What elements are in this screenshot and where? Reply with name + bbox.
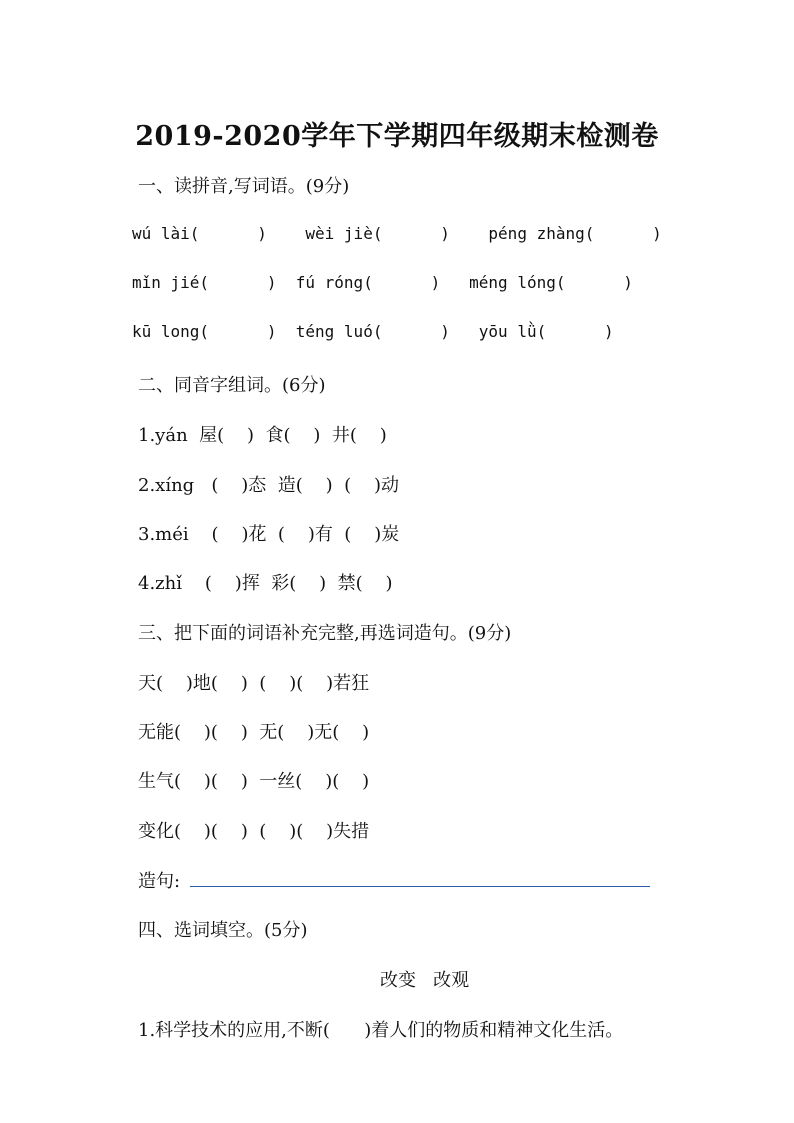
idiom-row-2: 无能( )( ) 无( )无( ) (138, 722, 370, 743)
idiom-row-3: 生气( )( ) 一丝( )( ) (138, 771, 370, 792)
pinyin-row-3: kū long( ) téng luó( ) yōu lǜ( ) (132, 322, 614, 341)
idiom-row-1: 天( )地( ) ( )( )若狂 (138, 673, 370, 694)
homophone-row-3: 3.méi ( )花 ( )有 ( )炭 (138, 524, 400, 545)
sentence-answer-line[interactable] (190, 886, 650, 887)
section3-heading: 三、把下面的词语补充完整,再选词造句。(9分) (138, 623, 512, 644)
pinyin-row-2: mǐn jié( ) fú róng( ) méng lóng( ) (132, 273, 633, 292)
section2-heading: 二、同音字组词。(6分) (138, 375, 326, 396)
section1-heading: 一、读拼音,写词语。(9分) (138, 176, 350, 197)
fill-question-1: 1.科学技术的应用,不断( )着人们的物质和精神文化生活。 (138, 1020, 624, 1041)
homophone-row-4: 4.zhǐ ( )挥 彩( ) 禁( ) (138, 573, 393, 594)
page-title: 2019-2020学年下学期四年级期末检测卷 (135, 121, 659, 152)
homophone-row-1: 1.yán 屋( ) 食( ) 井( ) (138, 425, 387, 446)
pinyin-row-1: wú lài( ) wèi jiè( ) péng zhàng( ) (132, 224, 662, 243)
section4-heading: 四、选词填空。(5分) (138, 920, 308, 941)
sentence-label: 造句: (138, 871, 181, 892)
word-options: 改变 改观 (380, 970, 470, 991)
idiom-row-4: 变化( )( ) ( )( )失措 (138, 821, 370, 842)
homophone-row-2: 2.xíng ( )态 造( ) ( )动 (138, 475, 400, 496)
